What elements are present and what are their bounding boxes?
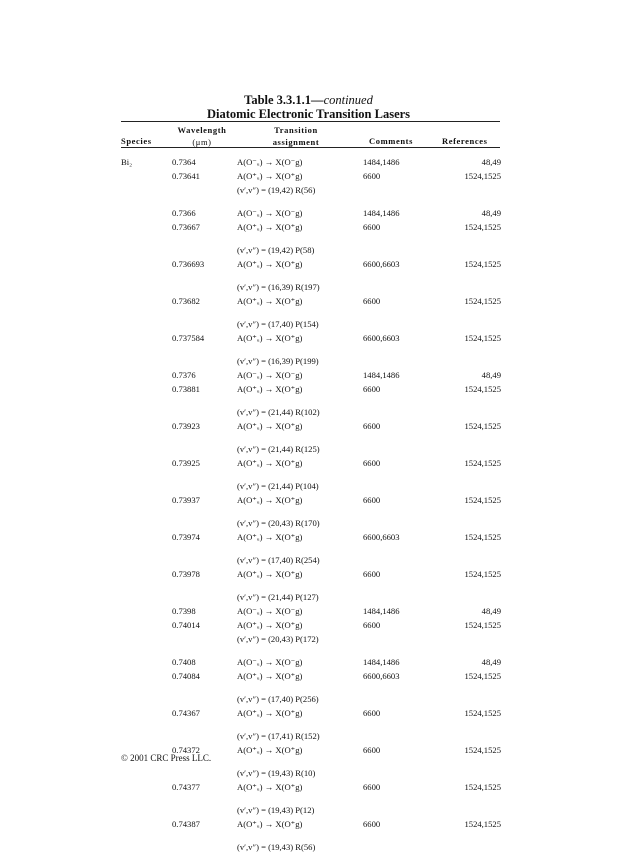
column-header-comments: Comments xyxy=(369,136,413,146)
table-row xyxy=(0,419,617,433)
comments-cell: 6600 xyxy=(363,171,381,181)
transition-cell: (v′,v″) = (17,40) P(256) xyxy=(237,694,319,704)
table-row xyxy=(0,655,617,669)
table-row xyxy=(0,257,617,271)
table-row xyxy=(0,840,617,854)
transition-cell: (v′,v″) = (19,43) R(10) xyxy=(237,768,316,778)
row-spacer xyxy=(0,683,617,692)
references-cell: 1524,1525 xyxy=(464,259,501,269)
transition-cell: (v′,v″) = (20,43) R(170) xyxy=(237,518,320,528)
transition-cell: A(O⁺ᵤ) → X(O⁺g) xyxy=(237,708,303,718)
references-cell: 48,49 xyxy=(481,370,501,380)
references-cell: 1524,1525 xyxy=(464,458,501,468)
row-spacer xyxy=(0,271,617,280)
table-row xyxy=(0,280,617,294)
table-row xyxy=(0,743,617,757)
row-spacer xyxy=(0,646,617,655)
row-spacer xyxy=(0,308,617,317)
references-cell: 1524,1525 xyxy=(464,421,501,431)
references-cell: 1524,1525 xyxy=(464,495,501,505)
table-row xyxy=(0,590,617,604)
row-spacer xyxy=(0,197,617,206)
table-row xyxy=(0,294,617,308)
column-header-wavelength-line1: Wavelength xyxy=(177,125,227,135)
comments-cell: 1484,1486 xyxy=(363,208,400,218)
comments-cell: 6600 xyxy=(363,620,381,630)
table-row xyxy=(0,183,617,197)
references-cell: 1524,1525 xyxy=(464,384,501,394)
table-row xyxy=(0,206,617,220)
table-row xyxy=(0,220,617,234)
copyright-footer: © 2001 CRC Press LLC. xyxy=(121,753,212,763)
table-row xyxy=(0,706,617,720)
row-spacer xyxy=(0,396,617,405)
transition-cell: A(O⁺ᵤ) → X(O⁺g) xyxy=(237,259,303,269)
wavelength-cell: 0.74387 xyxy=(172,819,200,829)
table-row xyxy=(0,493,617,507)
table-row xyxy=(0,169,617,183)
table-row xyxy=(0,632,617,646)
table-row xyxy=(0,780,617,794)
comments-cell: 6600,6603 xyxy=(363,333,400,343)
wavelength-cell: 0.7398 xyxy=(172,606,196,616)
table-row xyxy=(0,155,617,169)
species-cell: Bi₂ xyxy=(121,157,133,167)
transition-cell: A(O⁺ᵤ) → X(O⁺g) xyxy=(237,532,303,542)
row-spacer xyxy=(0,433,617,442)
comments-cell: 6600 xyxy=(363,458,381,468)
references-cell: 48,49 xyxy=(481,157,501,167)
wavelength-cell: 0.73978 xyxy=(172,569,200,579)
transition-cell: A(O⁺ᵤ) → X(O⁺g) xyxy=(237,421,303,431)
transition-cell: (v′,v″) = (17,40) P(154) xyxy=(237,319,319,329)
transition-cell: (v′,v″) = (21,44) P(104) xyxy=(237,481,319,491)
column-header-species: Species xyxy=(121,136,152,146)
row-spacer xyxy=(0,507,617,516)
table-row xyxy=(0,618,617,632)
table-subtitle: Diatomic Electronic Transition Lasers xyxy=(206,107,411,121)
column-header-transition xyxy=(246,124,346,148)
comments-cell: 6600 xyxy=(363,222,381,232)
references-cell: 1524,1525 xyxy=(464,569,501,579)
wavelength-cell: 0.7364 xyxy=(172,157,196,167)
transition-cell: A(O⁺ᵤ) → X(O⁺g) xyxy=(237,333,303,343)
transition-cell: (v′,v″) = (19,42) R(56) xyxy=(237,185,316,195)
column-header-references: References xyxy=(442,136,488,146)
table-title xyxy=(0,93,617,108)
wavelength-cell: 0.74084 xyxy=(172,671,200,681)
table-body xyxy=(0,155,617,854)
top-rule xyxy=(121,121,500,122)
references-cell: 48,49 xyxy=(481,606,501,616)
transition-cell: A(O⁻ᵤ) → X(O⁻g) xyxy=(237,370,303,380)
wavelength-cell: 0.73641 xyxy=(172,171,200,181)
references-cell: 48,49 xyxy=(481,208,501,218)
wavelength-cell: 0.74372 xyxy=(172,745,200,755)
comments-cell: 6600 xyxy=(363,708,381,718)
comments-cell: 6600 xyxy=(363,384,381,394)
references-cell: 1524,1525 xyxy=(464,222,501,232)
comments-cell: 6600 xyxy=(363,745,381,755)
references-cell: 1524,1525 xyxy=(464,745,501,755)
comments-cell: 1484,1486 xyxy=(363,657,400,667)
table-row xyxy=(0,243,617,257)
references-cell: 1524,1525 xyxy=(464,620,501,630)
transition-cell: A(O⁺ᵤ) → X(O⁺g) xyxy=(237,671,303,681)
transition-cell: (v′,v″) = (19,42) P(58) xyxy=(237,245,315,255)
comments-cell: 6600,6603 xyxy=(363,671,400,681)
transition-cell: A(O⁺ᵤ) → X(O⁺g) xyxy=(237,384,303,394)
transition-cell: A(O⁺ᵤ) → X(O⁺g) xyxy=(237,745,303,755)
row-spacer xyxy=(0,831,617,840)
transition-cell: (v′,v″) = (19,43) P(12) xyxy=(237,805,315,815)
wavelength-cell: 0.73881 xyxy=(172,384,200,394)
row-spacer xyxy=(0,234,617,243)
comments-cell: 6600,6603 xyxy=(363,532,400,542)
references-cell: 1524,1525 xyxy=(464,171,501,181)
table-row xyxy=(0,317,617,331)
wavelength-cell: 0.736693 xyxy=(172,259,205,269)
references-cell: 1524,1525 xyxy=(464,708,501,718)
transition-cell: A(O⁺ᵤ) → X(O⁺g) xyxy=(237,495,303,505)
wavelength-cell: 0.74367 xyxy=(172,708,200,718)
transition-cell: (v′,v″) = (17,41) R(152) xyxy=(237,731,320,741)
transition-cell: A(O⁻ᵤ) → X(O⁻g) xyxy=(237,657,303,667)
table-title-continued: continued xyxy=(323,93,373,107)
transition-cell: A(O⁺ᵤ) → X(O⁺g) xyxy=(237,296,303,306)
transition-cell: A(O⁺ᵤ) → X(O⁺g) xyxy=(237,171,303,181)
table-row xyxy=(0,604,617,618)
row-spacer xyxy=(0,720,617,729)
table-row xyxy=(0,692,617,706)
wavelength-cell: 0.74014 xyxy=(172,620,200,630)
wavelength-cell: 0.74377 xyxy=(172,782,200,792)
comments-cell: 6600 xyxy=(363,569,381,579)
header-rule xyxy=(121,147,500,148)
column-header-transition-line2: assignment xyxy=(272,137,320,147)
row-spacer xyxy=(0,544,617,553)
wavelength-cell: 0.7408 xyxy=(172,657,196,667)
transition-cell: (v′,v″) = (17,40) R(254) xyxy=(237,555,320,565)
transition-cell: A(O⁺ᵤ) → X(O⁺g) xyxy=(237,782,303,792)
comments-cell: 1484,1486 xyxy=(363,606,400,616)
table-row xyxy=(0,368,617,382)
table-row xyxy=(0,331,617,345)
column-header-wavelength xyxy=(172,124,232,148)
transition-cell: A(O⁺ᵤ) → X(O⁺g) xyxy=(237,222,303,232)
references-cell: 1524,1525 xyxy=(464,782,501,792)
transition-cell: (v′,v″) = (21,44) R(102) xyxy=(237,407,320,417)
transition-cell: A(O⁻ᵤ) → X(O⁻g) xyxy=(237,606,303,616)
table-row xyxy=(0,456,617,470)
comments-cell: 6600 xyxy=(363,296,381,306)
comments-cell: 6600 xyxy=(363,782,381,792)
transition-cell: (v′,v″) = (20,43) P(172) xyxy=(237,634,319,644)
table-title-main: Table 3.3.1.1— xyxy=(244,93,324,107)
transition-cell: (v′,v″) = (21,44) P(127) xyxy=(237,592,319,602)
table-row xyxy=(0,729,617,743)
comments-cell: 1484,1486 xyxy=(363,157,400,167)
wavelength-cell: 0.73667 xyxy=(172,222,200,232)
transition-cell: A(O⁺ᵤ) → X(O⁺g) xyxy=(237,819,303,829)
wavelength-cell: 0.73937 xyxy=(172,495,200,505)
references-cell: 1524,1525 xyxy=(464,333,501,343)
references-cell: 48,49 xyxy=(481,657,501,667)
references-cell: 1524,1525 xyxy=(464,296,501,306)
table-row xyxy=(0,479,617,493)
references-cell: 1524,1525 xyxy=(464,671,501,681)
row-spacer xyxy=(0,794,617,803)
table-row xyxy=(0,766,617,780)
references-cell: 1524,1525 xyxy=(464,532,501,542)
table-row xyxy=(0,669,617,683)
wavelength-cell: 0.73682 xyxy=(172,296,200,306)
wavelength-cell: 0.73923 xyxy=(172,421,200,431)
wavelength-cell: 0.73974 xyxy=(172,532,200,542)
transition-cell: A(O⁺ᵤ) → X(O⁺g) xyxy=(237,569,303,579)
transition-cell: (v′,v″) = (16,39) P(199) xyxy=(237,356,319,366)
comments-cell: 6600 xyxy=(363,421,381,431)
row-spacer xyxy=(0,345,617,354)
transition-cell: A(O⁺ᵤ) → X(O⁺g) xyxy=(237,458,303,468)
transition-cell: (v′,v″) = (16,39) R(197) xyxy=(237,282,320,292)
table-row xyxy=(0,530,617,544)
row-spacer xyxy=(0,470,617,479)
table-row xyxy=(0,817,617,831)
wavelength-cell: 0.7366 xyxy=(172,208,196,218)
table-row xyxy=(0,382,617,396)
transition-cell: A(O⁻ᵤ) → X(O⁻g) xyxy=(237,208,303,218)
table-row xyxy=(0,803,617,817)
wavelength-cell: 0.73925 xyxy=(172,458,200,468)
wavelength-cell: 0.7376 xyxy=(172,370,196,380)
table-row xyxy=(0,567,617,581)
row-spacer xyxy=(0,581,617,590)
table-row xyxy=(0,354,617,368)
transition-cell: A(O⁻ᵤ) → X(O⁻g) xyxy=(237,157,303,167)
transition-cell: A(O⁺ᵤ) → X(O⁺g) xyxy=(237,620,303,630)
comments-cell: 6600,6603 xyxy=(363,259,400,269)
table-row xyxy=(0,553,617,567)
transition-cell: (v′,v″) = (21,44) R(125) xyxy=(237,444,320,454)
comments-cell: 1484,1486 xyxy=(363,370,400,380)
column-header-transition-line1: Transition xyxy=(274,125,318,135)
wavelength-cell: 0.737584 xyxy=(172,333,205,343)
row-spacer xyxy=(0,757,617,766)
references-cell: 1524,1525 xyxy=(464,819,501,829)
transition-cell: (v′,v″) = (19,43) R(56) xyxy=(237,842,316,852)
table-row xyxy=(0,405,617,419)
table-row xyxy=(0,442,617,456)
comments-cell: 6600 xyxy=(363,495,381,505)
comments-cell: 6600 xyxy=(363,819,381,829)
column-header-wavelength-line2: (μm) xyxy=(192,137,212,147)
table-row xyxy=(0,516,617,530)
